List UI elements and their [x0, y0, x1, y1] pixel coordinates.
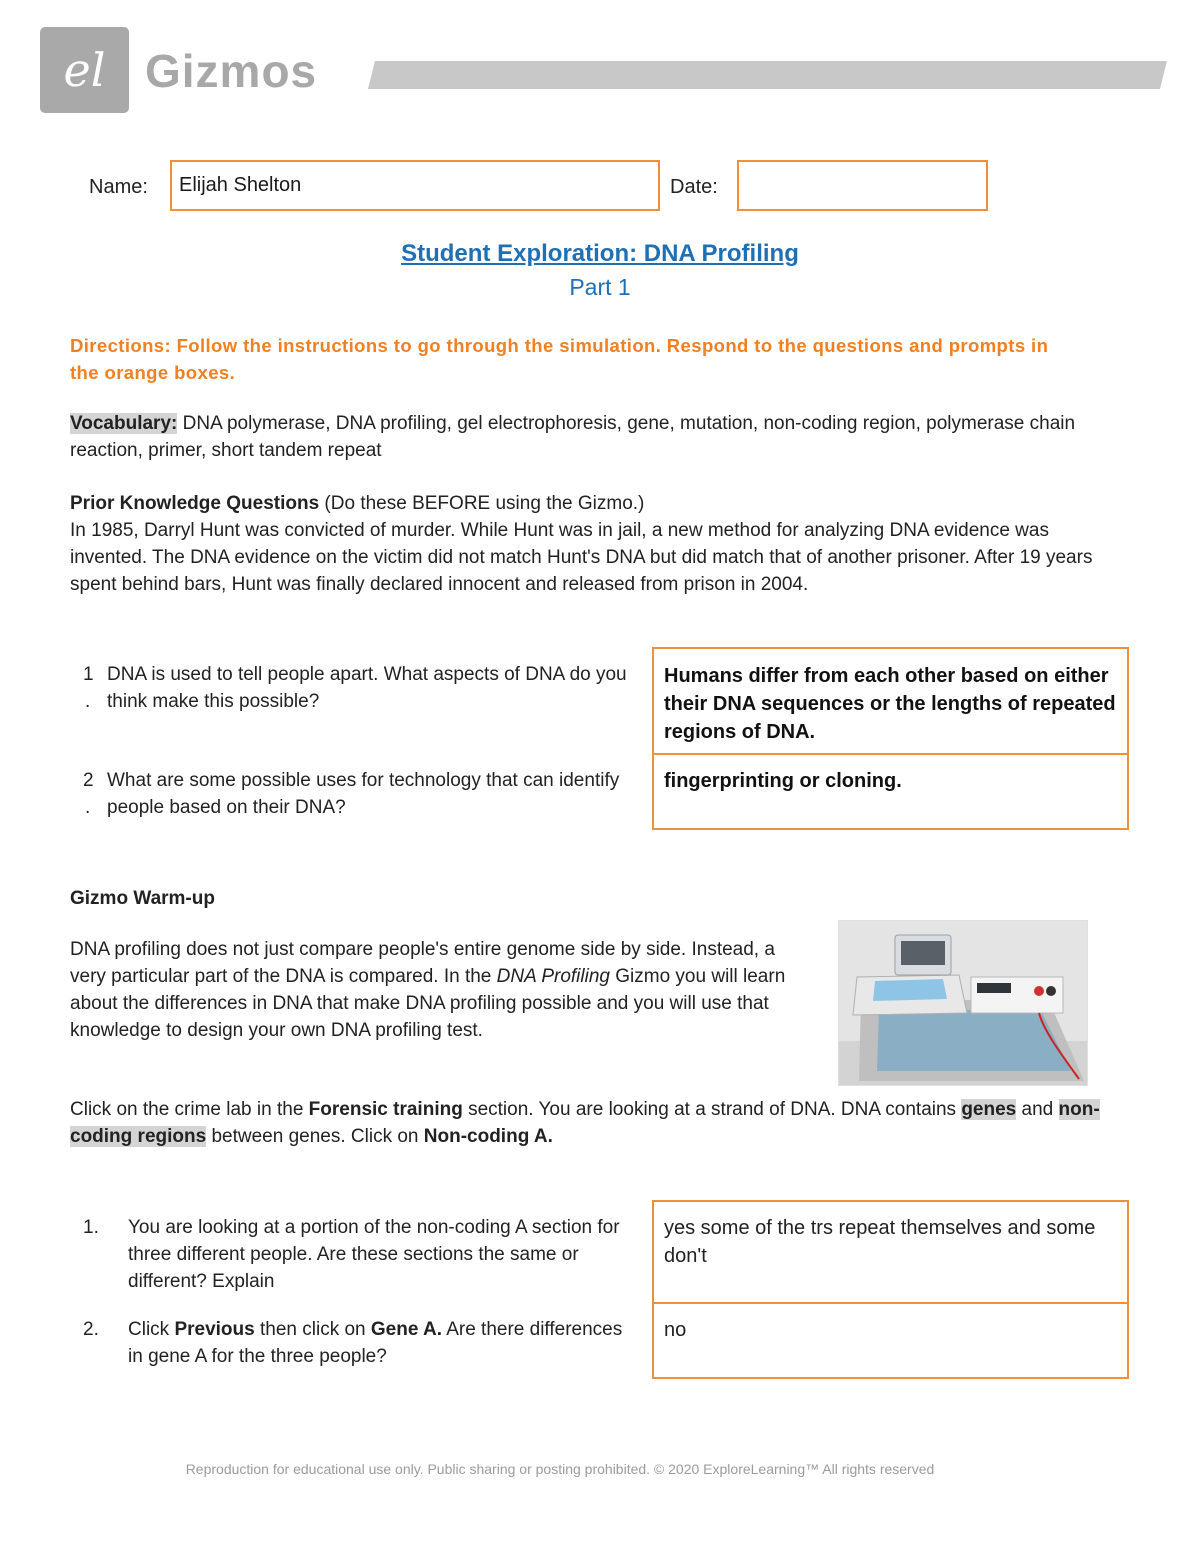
warmup-paragraph: DNA profiling does not just compare people's entire genome side by side. Instead, a very particular part of the DNA is compared. In the DNA Profiling Gizmo you will learn about the differences in DNA that make DNA profiling possible and you will use that knowledge to design your own DNA profiling test. — [70, 939, 786, 1041]
prior-q1-text: DNA is used to tell people apart. What aspects of DNA do you think make this possible? — [107, 664, 627, 712]
explorelearning-logo-icon: el — [63, 43, 106, 97]
warmup-q1-answer-box[interactable] — [652, 1200, 1129, 1304]
prior-q2-number: 2 — [83, 770, 94, 791]
warmup-q1-answer: yes some of the trs repeat themselves and some don't — [664, 1217, 1096, 1267]
vocabulary-text: DNA polymerase, DNA profiling, gel electrophoresis, gene, mutation, non-coding region, polymerase chain reaction, primer, short tandem repeat — [70, 413, 1076, 461]
prior-q1-answer: Humans differ from each other based on either their DNA sequences or the lengths of repeated regions of DNA. — [664, 665, 1116, 743]
date-field[interactable] — [737, 160, 988, 211]
directions: Directions: Follow the instructions to go through the simulation. Respond to the questions and prompts in the orange boxes. — [70, 335, 1049, 383]
warmup-heading: Gizmo Warm-up — [70, 888, 215, 909]
gel-electrophoresis-image — [838, 920, 1088, 1086]
warmup-q2-number: 2. — [83, 1319, 99, 1340]
warmup-q2-text: Click Previous then click on Gene A. Are there differences in gene A for the three people? — [128, 1319, 623, 1367]
brand-name: Gizmos — [145, 45, 318, 97]
vocabulary-label: Vocabulary: — [70, 413, 178, 434]
vocabulary — [70, 410, 1100, 464]
prior-q2-dot: . — [85, 797, 91, 818]
date-label: Date: — [670, 176, 718, 198]
name-field[interactable]: Elijah Shelton — [170, 160, 660, 211]
footer-copyright: Reproduction for educational use only. Public sharing or posting prohibited. © 2020 ExploreLearning™ All rights reserved — [185, 1461, 935, 1477]
prior-q1-number: 1 — [83, 664, 94, 685]
part-label: Part 1 — [569, 274, 631, 300]
crime-lab-instructions: Click on the crime lab in the Forensic training section. You are looking at a strand of DNA. DNA contains genes and non-coding regions between genes. Click on Non-coding A. — [70, 1099, 1100, 1147]
warmup-q2-answer-box[interactable] — [652, 1302, 1129, 1379]
warmup-q1-text: You are looking at a portion of the non-coding A section for three different people. Are these sections the same or different? Explain — [128, 1217, 620, 1292]
prior-q1-dot: . — [85, 691, 91, 712]
warmup-q2-answer: no — [664, 1319, 687, 1341]
name-label: Name: — [89, 176, 148, 198]
page-title: Student Exploration: DNA Profiling — [401, 240, 799, 267]
warmup-q1-number: 1. — [83, 1217, 99, 1238]
header-bar — [368, 61, 1167, 89]
prior-q2-text: What are some possible uses for technology that can identify people based on their DNA? — [107, 770, 620, 818]
prior-q2-answer: fingerprinting or cloning. — [664, 770, 902, 792]
prior-knowledge-text: In 1985, Darryl Hunt was convicted of murder. While Hunt was in jail, a new method for analyzing DNA evidence was invented. The DNA evidence on the victim did not match Hunt's DNA but did match that of another prisoner. After 19 years spent behind bars, Hunt was finally declared innocent and released from prison in 2004. — [70, 520, 1093, 595]
prior-knowledge-heading: Prior Knowledge Questions (Do these BEFORE using the Gizmo.) — [70, 493, 645, 514]
prior-q1-answer-box[interactable] — [652, 647, 1129, 755]
prior-q2-answer-box[interactable] — [652, 753, 1129, 830]
